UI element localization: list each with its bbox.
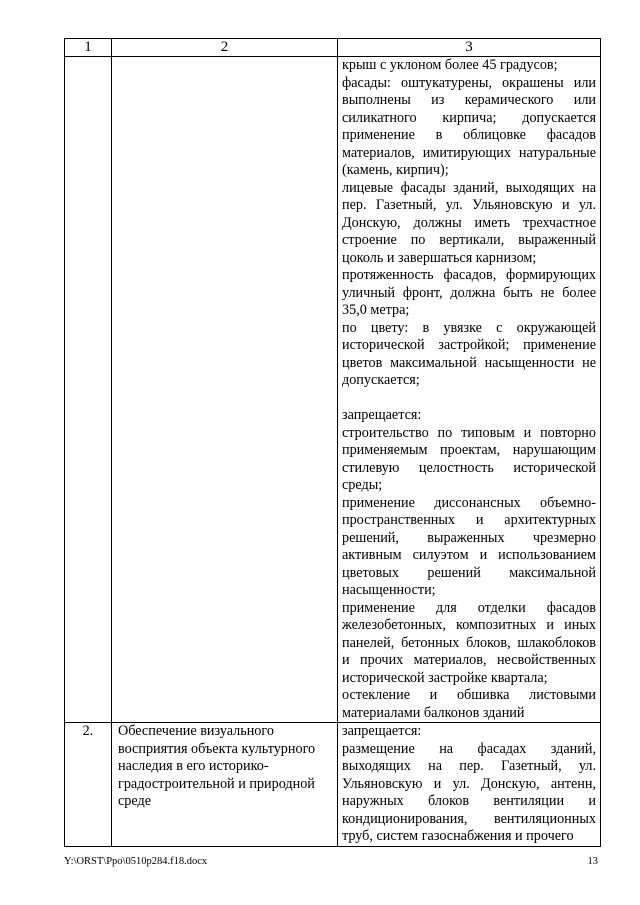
footer-page-number: 13 <box>587 856 598 867</box>
paragraph: строительство по типовым и повторно применяемым проектам, нарушающим стилевую целостность исторической среды; <box>342 424 596 493</box>
row1-title-cell <box>112 57 338 723</box>
paragraph: крыш с уклоном более 45 градусов; <box>342 57 558 73</box>
row2-requirements-cell <box>338 723 601 847</box>
row2-title-cell <box>112 723 338 847</box>
paragraph: запрещается: <box>342 723 422 739</box>
header-cell-1: 1 <box>65 39 112 57</box>
row1-number-cell <box>65 57 112 723</box>
paragraph: остекление и обшивка листовыми материалами балконов зданий <box>342 687 596 721</box>
row2-title: Обеспечение визуального восприятия объекта культурного наследия в его историко-градостроительной и природной среде <box>118 723 316 809</box>
row1-requirements-cell <box>338 57 601 723</box>
paragraph: запрещается: <box>342 407 422 423</box>
paragraph: протяженность фасадов, формирующих уличный фронт, должна быть не более 35,0 метра; <box>342 267 596 318</box>
paragraph: по цвету: в увязке с окружающей исторической застройкой; применение цветов максимальной насыщенности не допускается; <box>342 319 596 388</box>
paragraph: размещение на фасадах зданий, выходящих на пер. Газетный, ул. Ульяновскую и ул. Донскую, антенн, наружных блоков вентиляции и кондиционирования, вентиляционных труб, систем газоснабжения и прочего <box>342 740 596 844</box>
blank-line <box>342 390 596 408</box>
row2-number: 2. <box>82 723 94 739</box>
row1-requirements-text <box>338 57 600 722</box>
row2-requirements-text <box>338 723 600 846</box>
document-table <box>64 38 601 847</box>
paragraph: применение диссонансных объемно-пространственных и архитектурных решений, выраженных чрезмерно активным силуэтом и использованием цветовых решений максимальной насыщенности; <box>342 494 596 598</box>
table-header-row <box>65 39 601 57</box>
table-row <box>65 723 601 847</box>
paragraph: лицевые фасады зданий, выходящих на пер. Газетный, ул. Ульяновскую и ул. Донскую, должны иметь трехчастное строение по вертикали, выраженный цоколь и завершаться карнизом; <box>342 179 596 266</box>
row2-number-cell <box>65 723 112 847</box>
footer-file-path: Y:\ORST\Ppo\0510p284.f18.docx <box>64 856 208 867</box>
paragraph: фасады: оштукатурены, окрашены или выполнены из керамического или силикатного кирпича; допускается применение в облицовке фасадов материалов, имитирующих натуральные (камень, кирпич); <box>342 74 596 178</box>
table-row <box>65 57 601 723</box>
paragraph: применение для отделки фасадов железобетонных, композитных и иных панелей, бетонных блоков, шлакоблоков и прочих материалов, несвойственных исторической застройке квартала; <box>342 599 596 686</box>
header-cell-3: 3 <box>338 39 601 57</box>
header-cell-2: 2 <box>112 39 338 57</box>
